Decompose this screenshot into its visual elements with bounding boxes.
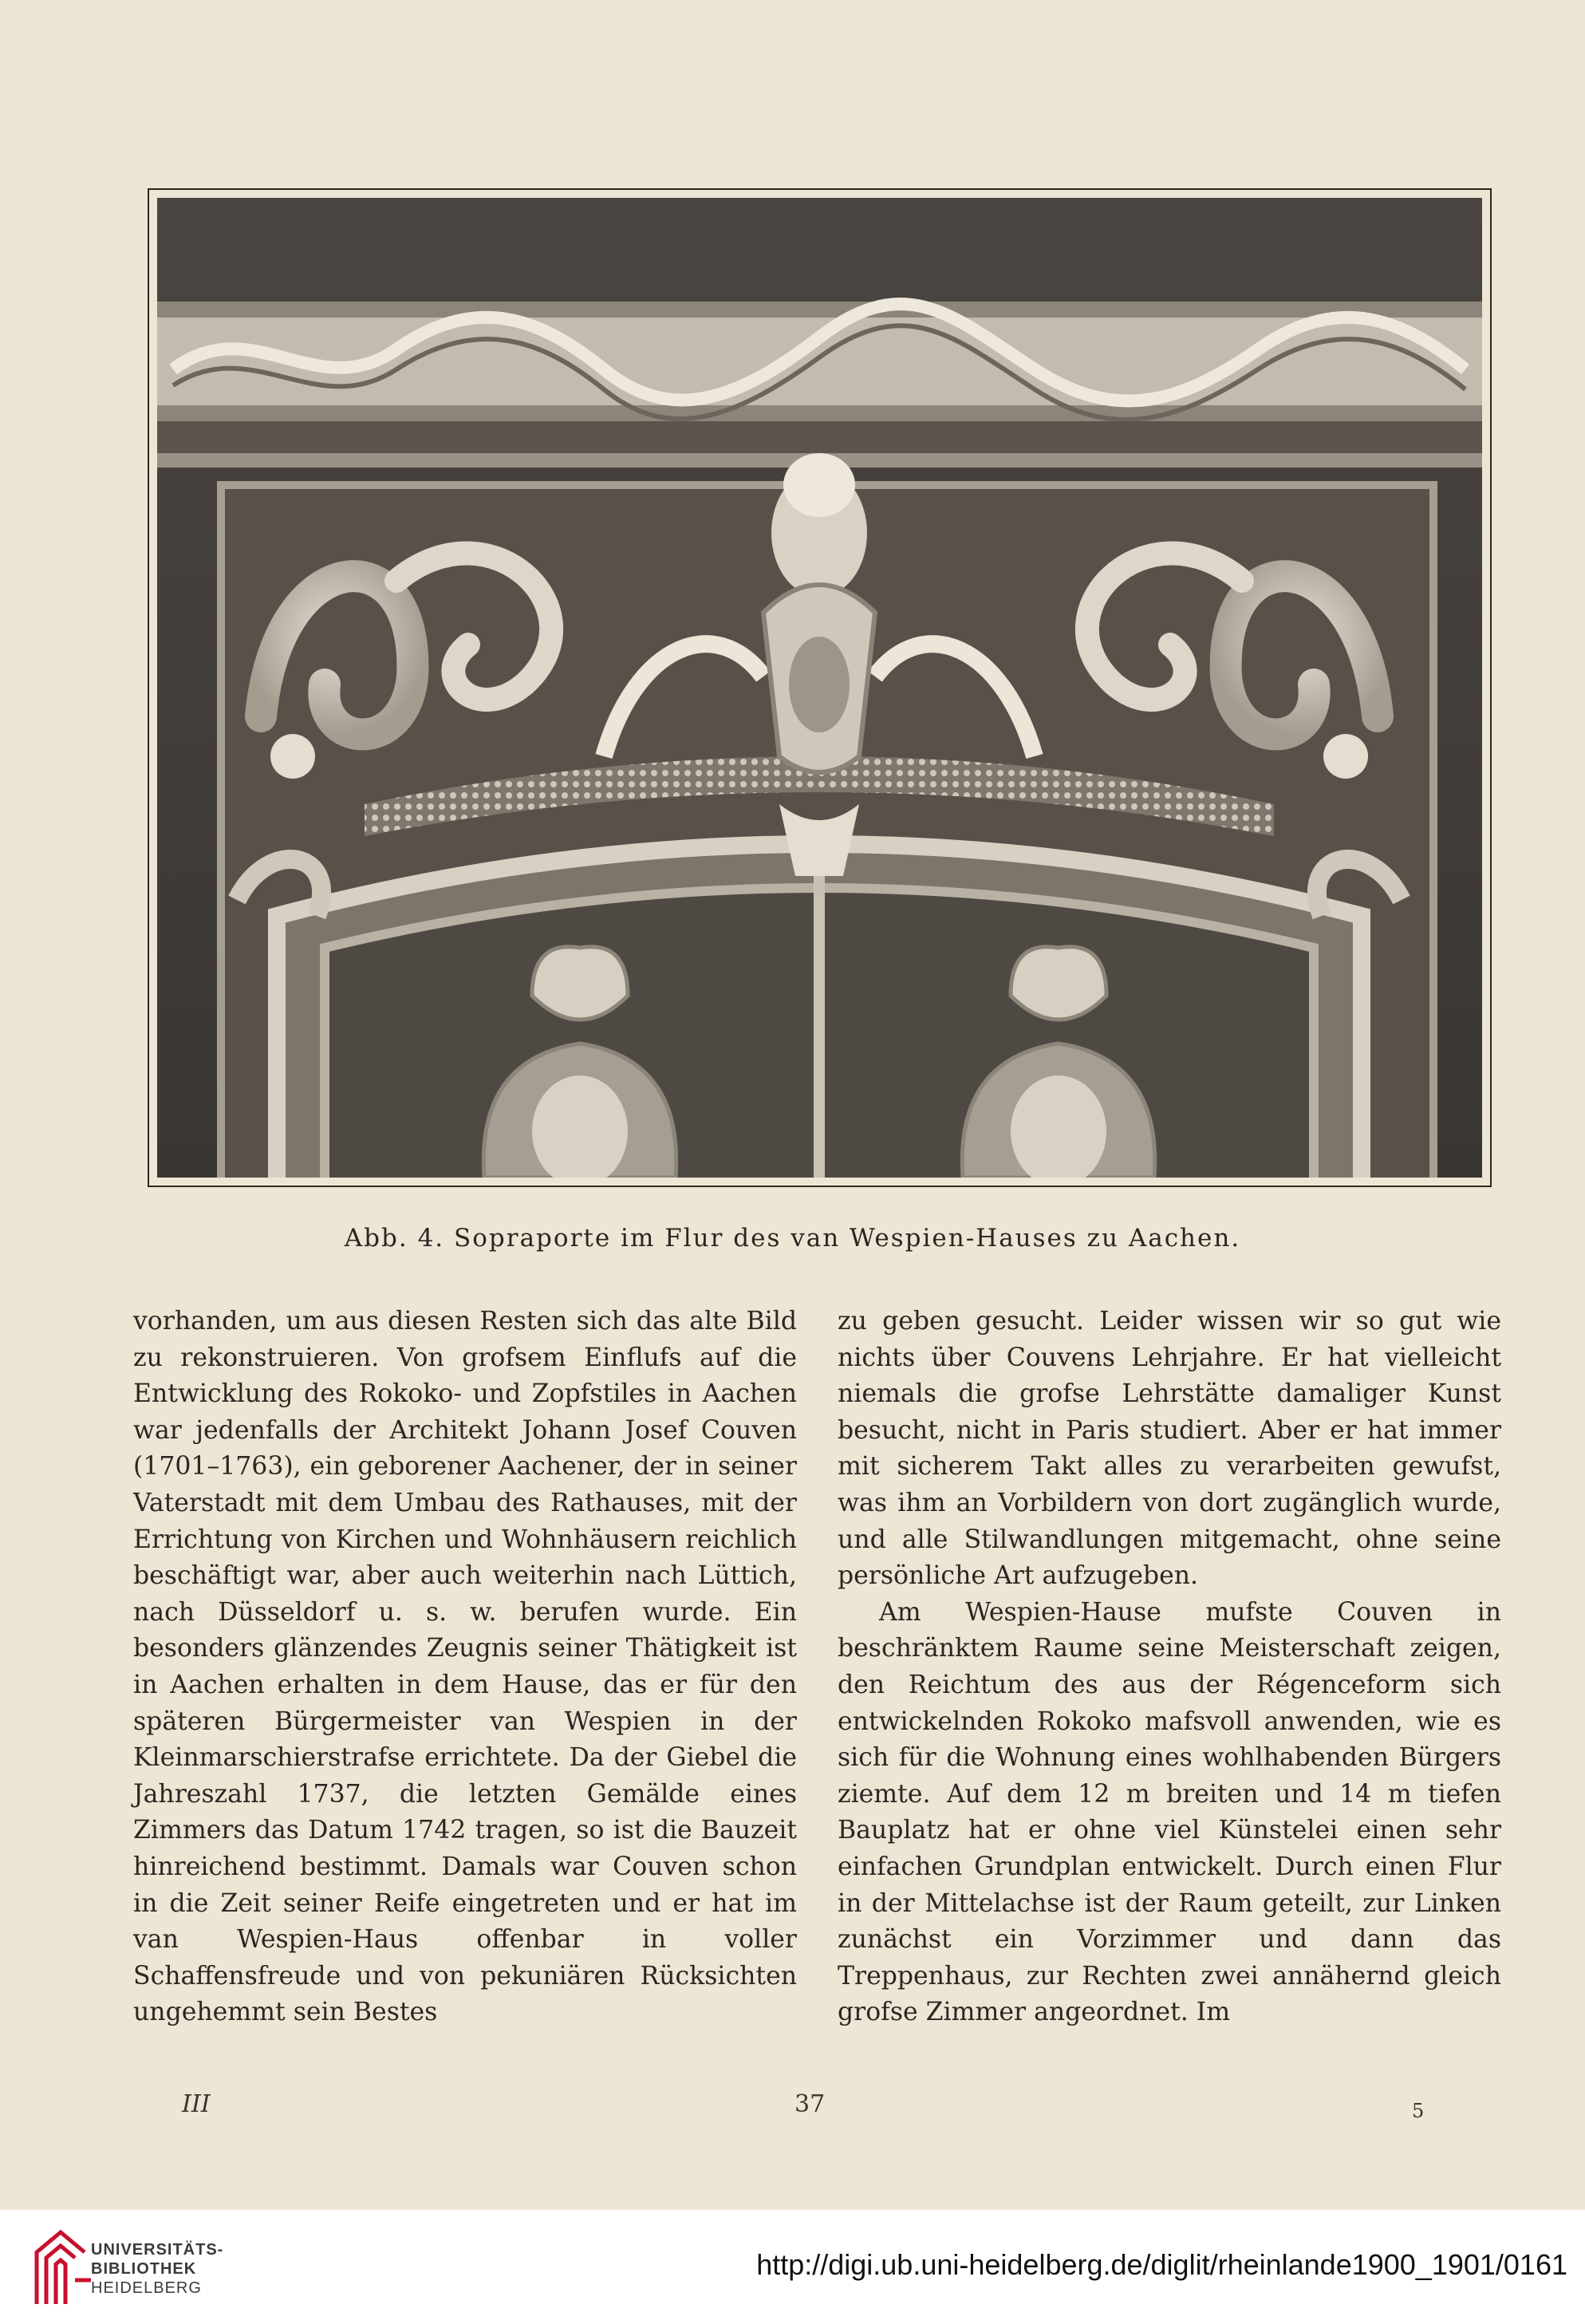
text-column-left [133, 1304, 797, 2031]
source-url-link[interactable]: http://digi.ub.uni-heidelberg.de/diglit/rheinlande1900_1901/0161 [756, 2248, 1567, 2281]
ornament-photo-illustration [157, 198, 1482, 1178]
page-number: 37 [794, 2090, 826, 2118]
text-column-right [838, 1304, 1501, 2031]
figure-photograph-frame [148, 188, 1492, 1187]
paragraph: vorhanden, um aus diesen Resten sich das alte Bild zu rekonstruieren. Von grofsem Einflufs auf die Entwicklung des Rokoko- und Zopfstiles in Aachen war jedenfalls der Architekt Johann Josef Couven (1701–1763), ein geborener Aachener, der in seiner Vaterstadt mit dem Umbau des Rathauses, mit der Errichtung von Kirchen und Wohnhäusern reichlich beschäftigt war, aber auch weiterhin nach Lüttich, nach Düsseldorf u. s. w. berufen wurde. Ein besonders glänzendes Zeugnis seiner Thätigkeit ist in Aachen erhalten in dem Hause, das er für den späteren Bürgermeister van Wespien in der Kleinmarschierstrafse errichtete. Da der Giebel die Jahreszahl 1737, die letzten Gemälde eines Zimmers das Datum 1742 tragen, so ist die Bauzeit hinreichend bestimmt. Damals war Couven schon in die Zeit seiner Reife eingetreten und er hat im van Wespien-Haus offenbar in voller Schaffensfreude und von pekuniären Rücksichten ungehemmt sein Bestes [133, 1307, 797, 2027]
library-line-3: HEIDELBERG [91, 2279, 202, 2297]
library-line-1: UNIVERSITÄTS- [91, 2241, 224, 2259]
sopraporte-photograph [157, 198, 1482, 1178]
sheet-number: 5 [1412, 2100, 1425, 2122]
digitization-footer [0, 2210, 1585, 2324]
library-name [91, 2240, 223, 2298]
library-line-2: BIBLIOTHEK [91, 2260, 197, 2278]
paragraph: zu geben gesucht. Leider wissen wir so gut wie nichts über Couvens Lehrjahre. Er hat vielleicht niemals die grofse Lehrstätte damaliger Kunst besucht, nicht in Paris studiert. Aber er hat immer mit sicherem Takt alles zu verarbeiten gewufst, was ihm an Vorbildern von dort zugänglich wurde, und alle Stilwandlungen mitgemacht, ohne seine persönliche Art aufzugeben. [838, 1307, 1501, 1591]
paragraph: Am Wespien-Hause mufste Couven in beschränktem Raume seine Meisterschaft zeigen, den Reichtum des aus der Régenceform sich entwickelnden Rokoko mafsvoll anwenden, wie es sich für die Wohnung eines wohlhabenden Bürgers ziemte. Auf dem 12 m breiten und 14 m tiefen Bauplatz hat er ohne viel Künstelei einen sehr einfachen Grundplan entwickelt. Durch einen Flur in der Mittelachse ist der Raum geteilt, zur Linken zunächst ein Vorzimmer und dann das Treppenhaus, zur Rechten zwei annähernd gleich grofse Zimmer angeordnet. Im [838, 1597, 1501, 2027]
signature-mark: III [182, 2090, 211, 2118]
ub-heidelberg-logo-icon [29, 2224, 96, 2310]
figure-caption: Abb. 4. Sopraporte im Flur des van Wespien-Hauses zu Aachen. [344, 1224, 1241, 1253]
